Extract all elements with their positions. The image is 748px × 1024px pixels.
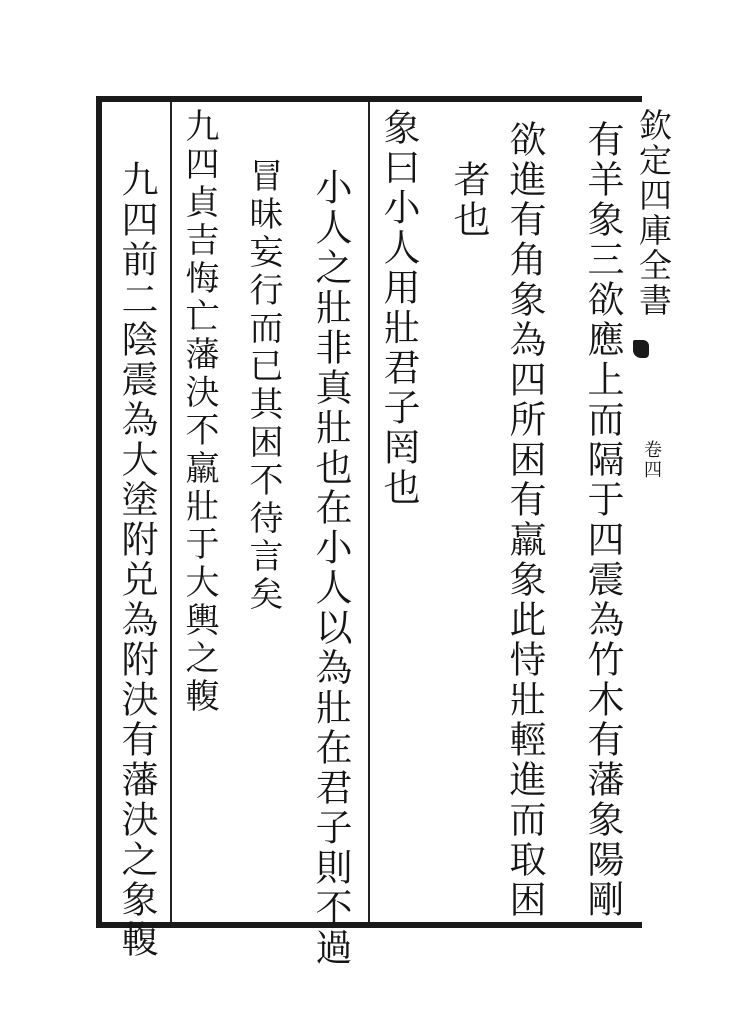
column-divider	[368, 102, 370, 922]
text-column-1: 有羊象三欲應上而隔于四震為竹木有藩象陽剛	[581, 120, 624, 920]
text-column-2: 欲進有角象為四所困有羸象此恃壯輕進而取困	[503, 120, 546, 920]
volume-label: 卷四	[641, 440, 662, 480]
text-column-4: 象曰小人用壯君子罔也	[377, 108, 420, 508]
text-column-7: 九四貞吉悔亡藩決不羸壯于大輿之輹	[179, 108, 219, 716]
column-divider	[170, 102, 172, 922]
text-column-8: 九四前二陰震為大塗附兑為附決有藩決之象輹	[115, 160, 158, 960]
text-column-6: 冒昧妄行而已其困不待言矣	[243, 158, 283, 614]
text-column-5: 小人之壯非真壯也在小人以為壯在君子則不過	[309, 168, 352, 968]
text-column-3: 者也	[447, 160, 490, 240]
book-title: 欽定四庫全書	[634, 108, 673, 318]
